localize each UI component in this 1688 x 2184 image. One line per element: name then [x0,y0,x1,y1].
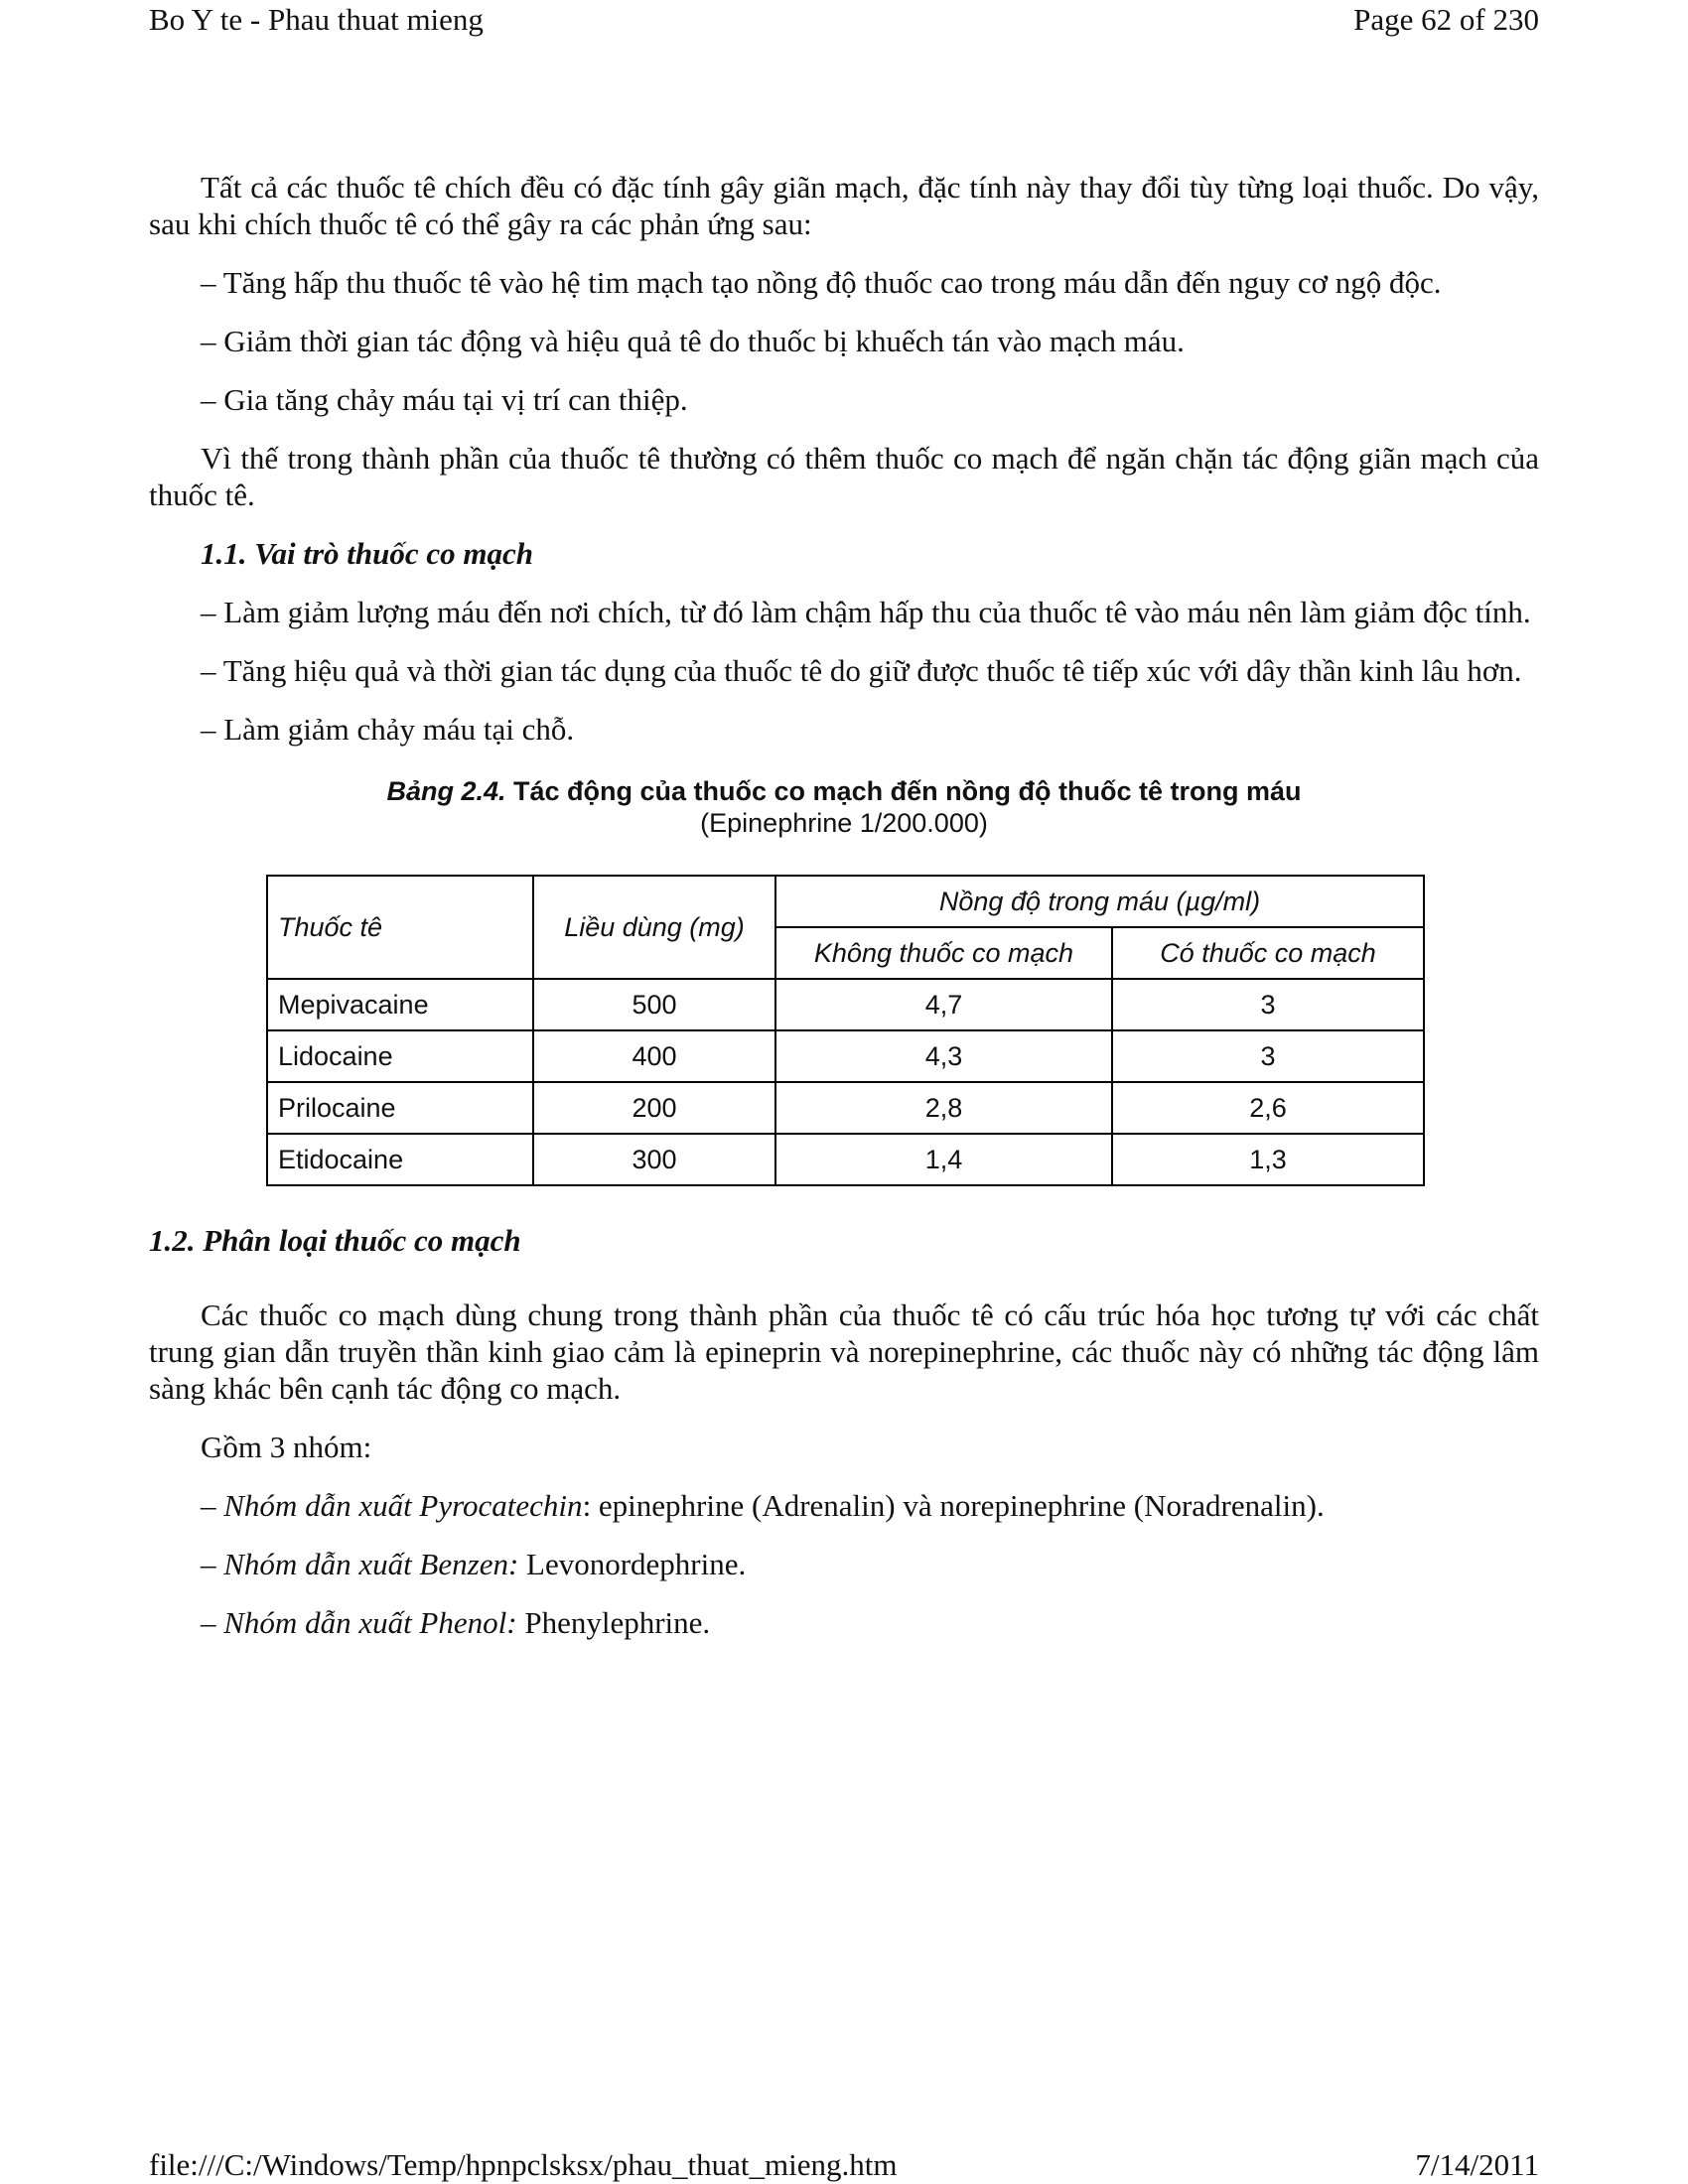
cell-with: 1,3 [1112,1134,1424,1185]
group-label: – Nhóm dẫn xuất Pyrocatechin [201,1488,583,1523]
section-heading: 1.2. Phân loại thuốc co mạch [149,1223,521,1258]
cell-drug: Lidocaine [267,1030,533,1082]
group-label: – Nhóm dẫn xuất Benzen: [201,1547,519,1581]
table-row [267,1082,1424,1134]
header-with-vasoconstrictor: Có thuốc co mạch [1112,927,1424,979]
data-table [266,875,1425,1186]
table-header-row [267,876,1424,927]
table-row [267,1134,1424,1185]
table-row [267,979,1424,1030]
footer-file-path: file:///C:/Windows/Temp/hpnpclsksx/phau_thuat_mieng.htm [149,2147,898,2182]
list-item: – Giảm thời gian tác động và hiệu quả tê do thuốc bị khuếch tán vào mạch máu. [201,324,1185,358]
group-text: Phenylephrine. [516,1605,711,1640]
list-item: – Tăng hiệu quả và thời gian tác dụng của thuốc tê do giữ được thuốc tê tiếp xúc với dây thần kinh lâu hơn. [201,653,1522,688]
cell-drug: Etidocaine [267,1134,533,1185]
paragraph: Vì thế trong thành phần của thuốc tê thường có thêm thuốc co mạch để ngăn chặn tác động giãn mạch của thuốc tê. [149,441,1539,512]
cell-without: 4,7 [775,979,1112,1030]
cell-with: 3 [1112,1030,1424,1082]
table-caption-title: Tác động của thuốc co mạch đến nồng độ thuốc tê trong máu [505,776,1302,806]
group-text: : epinephrine (Adrenalin) và norepinephrine (Noradrenalin). [582,1488,1325,1523]
cell-dose: 400 [533,1030,775,1082]
header-dose: Liều dùng (mg) [533,876,775,979]
table-caption-subtitle: (Epinephrine 1/200.000) [700,808,988,838]
list-item: – Gia tăng chảy máu tại vị trí can thiệp. [201,382,688,417]
list-item [201,1604,1539,1641]
cell-without: 1,4 [775,1134,1112,1185]
page-header-title: Bo Y te - Phau thuat mieng [149,2,484,37]
cell-dose: 300 [533,1134,775,1185]
cell-without: 4,3 [775,1030,1112,1082]
header-drug: Thuốc tê [267,876,533,979]
cell-without: 2,8 [775,1082,1112,1134]
table-row [267,1030,1424,1082]
group-label: – Nhóm dẫn xuất Phenol: [201,1605,517,1640]
group-text: Levonordephrine. [518,1547,747,1581]
list-item [201,1487,1539,1524]
list-item: – Tăng hấp thu thuốc tê vào hệ tim mạch tạo nồng độ thuốc cao trong máu dẫn đến nguy cơ ngộ độc. [201,265,1442,300]
cell-drug: Prilocaine [267,1082,533,1134]
cell-with: 3 [1112,979,1424,1030]
table-caption-label: Bảng 2.4. [386,776,506,806]
section-heading: 1.1. Vai trò thuốc co mạch [201,536,534,571]
table-caption [149,775,1539,839]
footer-date: 7/14/2011 [1415,2147,1539,2182]
intro-paragraph: Tất cả các thuốc tê chích đều có đặc tính gây giãn mạch, đặc tính này thay đổi tùy từng loại thuốc. Do vậy, sau khi chích thuốc tê có thể gây ra các phản ứng sau: [149,170,1539,241]
document-body [149,169,1539,1663]
cell-drug: Mepivacaine [267,979,533,1030]
list-item: – Làm giảm chảy máu tại chỗ. [201,712,575,747]
header-without-vasoconstrictor: Không thuốc co mạch [775,927,1112,979]
cell-dose: 200 [533,1082,775,1134]
list-item: – Làm giảm lượng máu đến nơi chích, từ đó làm chậm hấp thu của thuốc tê vào máu nên làm giảm độc tính. [201,595,1531,629]
header-concentration: Nồng độ trong máu (µg/ml) [775,876,1424,927]
paragraph: Gồm 3 nhóm: [201,1430,372,1464]
paragraph: Các thuốc co mạch dùng chung trong thành phần của thuốc tê có cấu trúc hóa học tương tự với các chất trung gian dẫn truyền thần kinh giao cảm là epineprin và norepinephrine, các thuốc này có những tác động lâm sàng khác bên cạnh tác động co mạch. [149,1297,1539,1406]
page-number: Page 62 of 230 [1353,2,1539,37]
cell-with: 2,6 [1112,1082,1424,1134]
cell-dose: 500 [533,979,775,1030]
list-item [201,1546,1539,1582]
